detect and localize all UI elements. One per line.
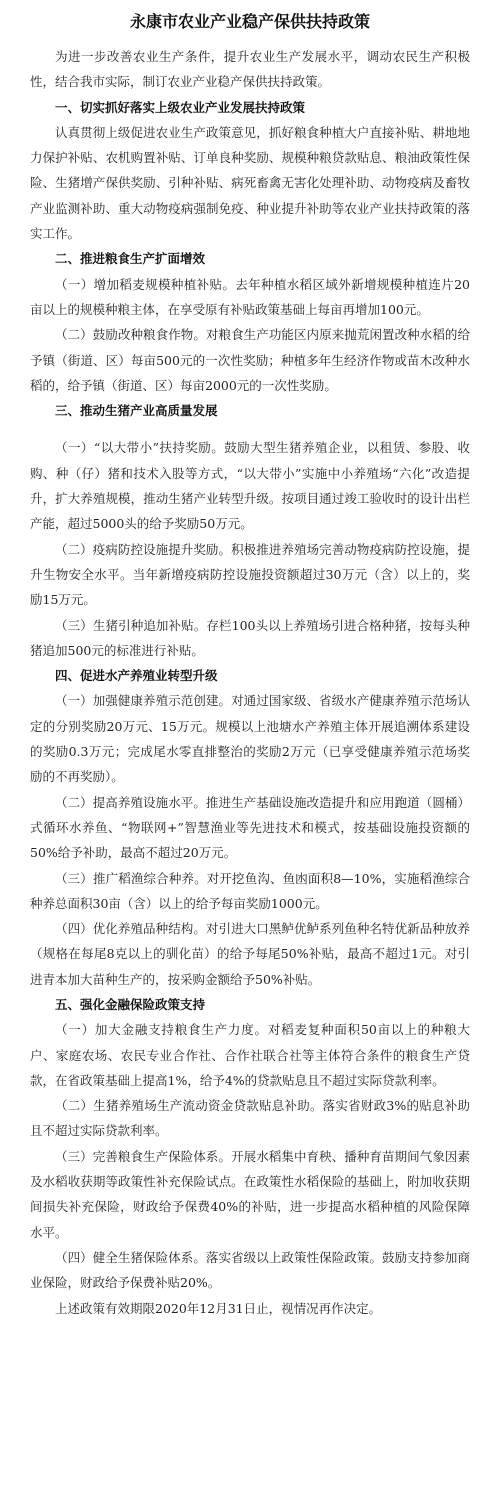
- section-5-paragraph-2: （二）生猪养殖场生产流动资金贷款贴息补助。落实省财政3%的贴息补助且不超过实际贷款利率。: [30, 1098, 470, 1139]
- document-title: 永康市农业产业稳产保供扶持政策: [129, 12, 370, 31]
- intro-paragraph: 为进一步改善农业生产条件，提升农业生产发展水平，调动农民生产积极性，结合我市实际，制订农业产业稳产保供扶持政策。: [30, 49, 470, 90]
- section-3-paragraph-1: （一）“以大带小”扶持奖励。鼓励大型生猪养殖企业，以租赁、参股、收购、种（仔）猪和技术入股等方式，“以大带小”实施中小养殖场“六化”改造提升，扩大养殖规模，推动生猪产业转型升级。按项目通过竣工验收时的设计出栏产能，超过5000头的给予奖励50万元。: [30, 440, 470, 532]
- section-heading-3: 三、推动生猪产业高质量发展: [55, 403, 218, 419]
- section-heading-1: 一、切实抓好落实上级农业产业发展扶持政策: [55, 99, 306, 115]
- spacer: [30, 423, 470, 435]
- section-1-paragraph-1: 认真贯彻上级促进农业生产政策意见，抓好粮食种植大户直接补贴、耕地地力保护补贴、农机购置补贴、订单良种奖励、规模种粮贷款贴息、粮油政策性保险、生猪增产保供奖励、引种补贴、病死畜禽无害化处理补助、动物疫病及畜牧产业监测补助、重大动物疫病强制免疫、种业提升补助等农业产业扶持政策的落实工作。: [30, 124, 470, 242]
- section-2-paragraph-2: （二）鼓励改种粮食作物。对粮食生产功能区内原来抛荒闲置改种水稻的给予镇（街道、区）每亩500元的一次性奖励；种植多年生经济作物或苗木改种水稻的，给予镇（街道、区）每亩2000元的一次性奖励。: [30, 327, 470, 393]
- section-5-paragraph-4: （四）健全生猪保险体系。落实省级以上政策性保险政策。鼓励支持参加商业保险，财政给予保费补贴20%。: [30, 1249, 470, 1291]
- section-4-paragraph-3: （三）推广稻渔综合种养。对开挖鱼沟、鱼凼面积8—10%，实施稻渔综合种养总面积30亩（含）以上的给予每亩奖励1000元。: [30, 870, 470, 911]
- section-3-paragraph-3: （三）生猪引种追加补贴。存栏100头以上养殖场引进合格种猪，按每头种猪追加500元的标准进行补贴。: [30, 617, 470, 658]
- section-5-paragraph-3: （三）完善粮食生产保险体系。开展水稻集中育秧、播种育苗期间气象因素及水稻收获期等政策性补充保险试点。在政策性水稻保险的基础上，附加收获期间损失补充保险，财政给予保费40%的补贴，进一步提高水稻种植的风险保障水平。: [30, 1148, 470, 1240]
- section-heading-5: 五、强化金融保险政策支持: [55, 996, 206, 1012]
- section-5-paragraph-1: （一）加大金融支持粮食生产力度。对稻麦复种面积50亩以上的种粮大户、家庭农场、农民专业合作社、合作社联合社等主体符合条件的粮食生产贷款，在省政策基础上提高1%，给予4%的贷款贴息且不超过实际贷款利率。: [30, 1022, 470, 1088]
- section-4-paragraph-1: （一）加强健康养殖示范创建。对通过国家级、省级水产健康养殖示范场认定的分别奖励20万元、15万元。规模以上池塘水产养殖主体开展追溯体系建设的奖励0.3万元；完成尾水零直排整治的奖励2万元（已享受健康养殖示范场奖励的不再奖励）。: [30, 693, 470, 785]
- section-4-paragraph-4: （四）优化养殖品种结构。对引进大口黑鲈优鲈系列鱼种名特优新品种放养（规格在每尾8克以上的驯化苗）的给予每尾50%补贴，最高不超过1元。对引进青本加大苗种生产的，按采购金额给予50%补贴。: [30, 921, 470, 987]
- closing-paragraph: 上述政策有效期限2020年12月31日止，视情况再作决定。: [55, 1300, 382, 1316]
- section-4-paragraph-2: （二）提高养殖设施水平。推进生产基础设施改造提升和应用跑道（圆桶）式循环水养鱼、“物联网+”智慧渔业等先进技术和模式，按基础设施投资额的50%给予补助，最高不超过20万元。: [30, 794, 470, 861]
- section-heading-2: 二、推进粮食生产扩面增效: [55, 251, 206, 267]
- section-2-paragraph-1: （一）增加稻麦规模种植补贴。去年种植水稻区域外新增规模种植连片20亩以上的规模种粮主体，在享受原有补贴政策基础上每亩再增加100元。: [30, 276, 470, 317]
- section-heading-4: 四、促进水产养殖业转型升级: [55, 668, 218, 684]
- section-3-paragraph-2: （二）疫病防控设施提升奖励。积极推进养殖场完善动物疫病防控设施，提升生物安全水平。当年新增疫病防控设施投资额超过30万元（含）以上的，奖励15万元。: [30, 541, 470, 608]
